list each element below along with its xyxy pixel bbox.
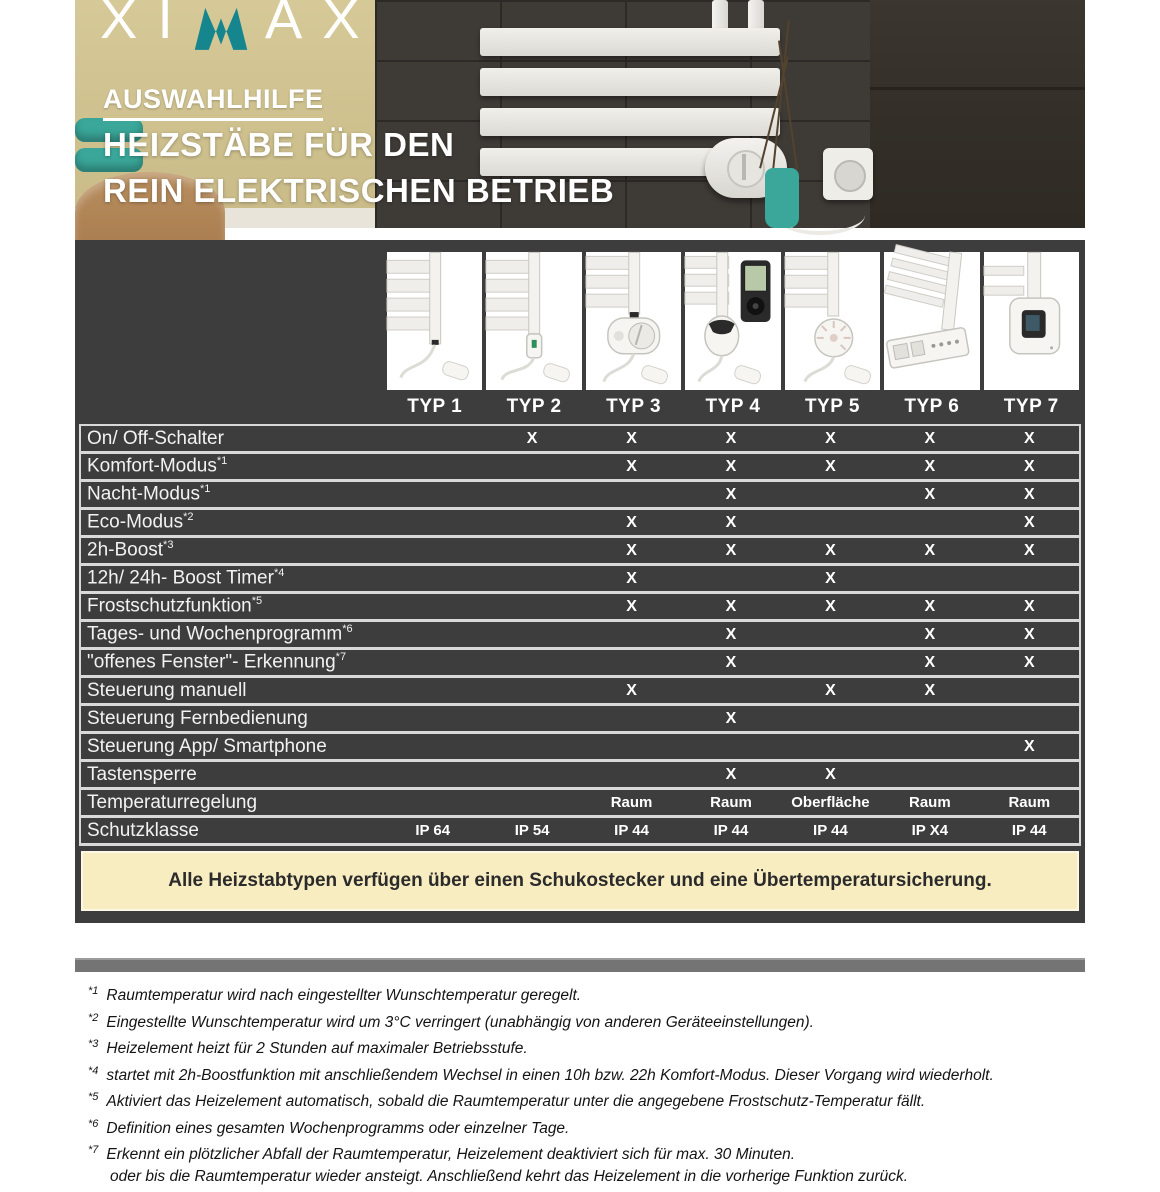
feature-x-mark: X [681, 430, 780, 448]
footnote-line [88, 1166, 1083, 1192]
feature-x-mark: X [980, 486, 1079, 504]
feature-x-mark: X [681, 766, 780, 784]
footnote-marker: *4 [88, 1065, 98, 1077]
table-cell: IP 64 [383, 822, 482, 839]
table-cell: IP 44 [781, 822, 880, 839]
footnote-marker: *4 [274, 567, 284, 579]
table-row [81, 538, 1079, 566]
feature-rows [79, 424, 1081, 846]
footnote-line [88, 1139, 1083, 1166]
row-label: Tages- und Wochenprogramm$^{*6}$ [81, 623, 383, 645]
row-label: Tastensperre [81, 764, 383, 786]
table-row [81, 594, 1079, 622]
row-label: Komfort-Modus$^{*1}$ [81, 455, 383, 477]
feature-x-mark: X [681, 626, 780, 644]
feature-x-mark: X [880, 626, 979, 644]
typ2-product-image [486, 252, 581, 390]
table-row [81, 566, 1079, 594]
row-label: Nacht-Modus$^{*1}$ [81, 483, 383, 505]
logo-letter: X [322, 0, 363, 51]
feature-x-mark: X [980, 626, 1079, 644]
footnote-line [88, 980, 1083, 1007]
banner-title [103, 122, 723, 214]
feature-x-mark: X [980, 654, 1079, 672]
feature-x-mark: X [980, 542, 1079, 560]
table-row [81, 734, 1079, 762]
feature-x-mark: X [482, 430, 581, 448]
feature-x-mark: X [681, 654, 780, 672]
feature-x-mark: X [781, 542, 880, 560]
typ7-product-image [984, 252, 1079, 390]
table-row [81, 622, 1079, 650]
feature-x-mark: X [980, 598, 1079, 616]
feature-x-mark: X [781, 682, 880, 700]
table-cell: Raum [582, 794, 681, 811]
footnote-marker: *1 [88, 985, 98, 997]
feature-x-mark: X [582, 430, 681, 448]
column-header-typ6: TYP 6 [882, 396, 981, 418]
column-header-typ5: TYP 5 [783, 396, 882, 418]
logo-letter: X [100, 0, 141, 51]
table-bottom-strip [75, 958, 1085, 972]
table-row [81, 482, 1079, 510]
footnote-marker: *7 [336, 651, 346, 663]
table-bottom-spacer [79, 911, 1081, 923]
footnote-marker: *7 [88, 1144, 98, 1156]
radiator-slat [480, 28, 780, 56]
cabinet-image [870, 0, 1085, 228]
feature-x-mark: X [582, 514, 681, 532]
column-header-typ7: TYP 7 [982, 396, 1081, 418]
feature-x-mark: X [582, 458, 681, 476]
footnote-line [88, 1113, 1083, 1140]
table-cell: IP 44 [681, 822, 780, 839]
table-cell: Oberfläche [781, 794, 880, 811]
feature-x-mark: X [880, 486, 979, 504]
feature-x-mark: X [980, 458, 1079, 476]
note-text: Alle Heizstabtypen verfügen über einen Schukostecker und eine Übertemperatursicherung. [168, 870, 992, 892]
feature-x-mark: X [582, 682, 681, 700]
column-header-typ3: TYP 3 [584, 396, 683, 418]
feature-x-mark: X [582, 542, 681, 560]
comparison-table [75, 240, 1085, 923]
footnote-text: Raumtemperatur wird nach eingestellter Wunschtemperatur geregelt. [106, 987, 581, 1004]
table-cell: IP X4 [880, 822, 979, 839]
table-cell: IP 44 [980, 822, 1079, 839]
feature-x-mark: X [582, 570, 681, 588]
row-label: Steuerung App/ Smartphone [81, 736, 383, 758]
footnote-marker: *3 [163, 539, 173, 551]
row-label: Frostschutzfunktion$^{*5}$ [81, 595, 383, 617]
footnote-marker: *2 [88, 1012, 98, 1024]
typ3-product-image [586, 252, 681, 390]
feature-x-mark: X [880, 430, 979, 448]
typ6-product-image [884, 252, 979, 390]
row-label: Schutzklasse [81, 820, 383, 842]
feature-x-mark: X [781, 598, 880, 616]
footnote-marker: *5 [252, 595, 262, 607]
row-label: Temperaturregelung [81, 792, 383, 814]
logo-letter: A [265, 0, 306, 51]
footnote-marker: *3 [88, 1038, 98, 1050]
typ-header-row [79, 390, 1081, 424]
footnote-marker: *1 [200, 483, 210, 495]
wall-socket-image [823, 148, 873, 200]
footnote-marker: *1 [217, 455, 227, 467]
banner-title-line1: HEIZSTÄBE FÜR DEN [103, 122, 723, 168]
footnote-line [88, 1033, 1083, 1060]
row-label: "offenes Fenster"- Erkennung$^{*7}$ [81, 651, 383, 673]
row-label: Eco-Modus$^{*2}$ [81, 511, 383, 533]
table-row [81, 706, 1079, 734]
feature-x-mark: X [781, 766, 880, 784]
footnotes [88, 980, 1083, 1192]
feature-x-mark: X [980, 514, 1079, 532]
table-row [81, 818, 1079, 846]
footnote-text: Definition eines gesamten Wochenprogramms oder einzelner Tage. [106, 1120, 569, 1137]
ximax-logo [100, 0, 364, 51]
radiator-slat [480, 68, 780, 96]
table-row [81, 510, 1079, 538]
teal-vase-image [765, 168, 799, 228]
table-cell: IP 44 [582, 822, 681, 839]
table-cell: IP 54 [482, 822, 581, 839]
row-label: On/ Off-Schalter [81, 428, 383, 450]
footnote-marker: *5 [88, 1091, 98, 1103]
feature-x-mark: X [681, 486, 780, 504]
feature-x-mark: X [880, 682, 979, 700]
footnote-text: Heizelement heizt für 2 Stunden auf maximaler Betriebsstufe. [106, 1040, 527, 1057]
table-cell: Raum [980, 794, 1079, 811]
feature-x-mark: X [681, 598, 780, 616]
banner-title-line2: REIN ELEKTRISCHEN BETRIEB [103, 168, 723, 214]
table-row [81, 790, 1079, 818]
feature-x-mark: X [880, 458, 979, 476]
feature-x-mark: X [781, 570, 880, 588]
feature-x-mark: X [582, 598, 681, 616]
logo-letter: I [157, 0, 177, 51]
row-label: Steuerung manuell [81, 680, 383, 702]
column-header-typ2: TYP 2 [484, 396, 583, 418]
footnote-text: startet mit 2h-Boostfunktion mit anschließendem Wechsel in einen 10h bzw. 22h Komfort-Modus. Dieser Vorgang wird wiederholt. [106, 1067, 993, 1084]
table-row [81, 762, 1079, 790]
product-images-row [79, 252, 1081, 390]
footnote-text: Erkennt ein plötzlicher Abfall der Raumtemperatur, Heizelement deaktiviert sich für max. 30 Minuten. [106, 1146, 795, 1163]
table-row [81, 678, 1079, 706]
note-bar [81, 851, 1079, 911]
feature-x-mark: X [681, 710, 780, 728]
footnote-text: Aktiviert das Heizelement automatisch, sobald die Raumtemperatur unter die angegebene Frostschutz-Temperatur fällt. [106, 1093, 925, 1110]
table-row [81, 650, 1079, 678]
header-banner [75, 0, 1085, 228]
footnote-line [88, 1007, 1083, 1034]
footnote-line [88, 1086, 1083, 1113]
column-header-typ1: TYP 1 [385, 396, 484, 418]
row-label: Steuerung Fernbedienung [81, 708, 383, 730]
typ4-product-image [685, 252, 780, 390]
feature-x-mark: X [880, 654, 979, 672]
table-cell: Raum [880, 794, 979, 811]
footnote-text: Eingestellte Wunschtemperatur wird um 3°C verringert (unabhängig von anderen Geräteeinstellungen). [106, 1014, 814, 1031]
column-header-typ4: TYP 4 [683, 396, 782, 418]
feature-x-mark: X [781, 458, 880, 476]
typ1-product-image [387, 252, 482, 390]
row-label: 12h/ 24h- Boost Timer$^{*4}$ [81, 567, 383, 589]
footnote-marker: *2 [183, 511, 193, 523]
row-label: 2h-Boost$^{*3}$ [81, 539, 383, 561]
footnote-text: oder bis die Raumtemperatur wieder ansteigt. Anschließend kehrt das Heizelement in die vorherige Funktion zurück. [110, 1168, 908, 1185]
feature-x-mark: X [681, 458, 780, 476]
table-row [81, 426, 1079, 454]
footnote-marker: *6 [342, 623, 352, 635]
feature-x-mark: X [980, 738, 1079, 756]
table-cell: Raum [681, 794, 780, 811]
feature-x-mark: X [681, 542, 780, 560]
product-row-spacer [79, 252, 385, 390]
feature-x-mark: X [781, 430, 880, 448]
banner-subtitle: AUSWAHLHILFE [103, 84, 323, 121]
footnote-marker: *6 [88, 1118, 98, 1130]
feature-x-mark: X [980, 430, 1079, 448]
table-row [81, 454, 1079, 482]
feature-x-mark: X [681, 514, 780, 532]
feature-x-mark: X [880, 542, 979, 560]
ximax-m-flame-icon [193, 1, 249, 51]
feature-x-mark: X [880, 598, 979, 616]
typ5-product-image [785, 252, 880, 390]
footnote-line [88, 1060, 1083, 1087]
